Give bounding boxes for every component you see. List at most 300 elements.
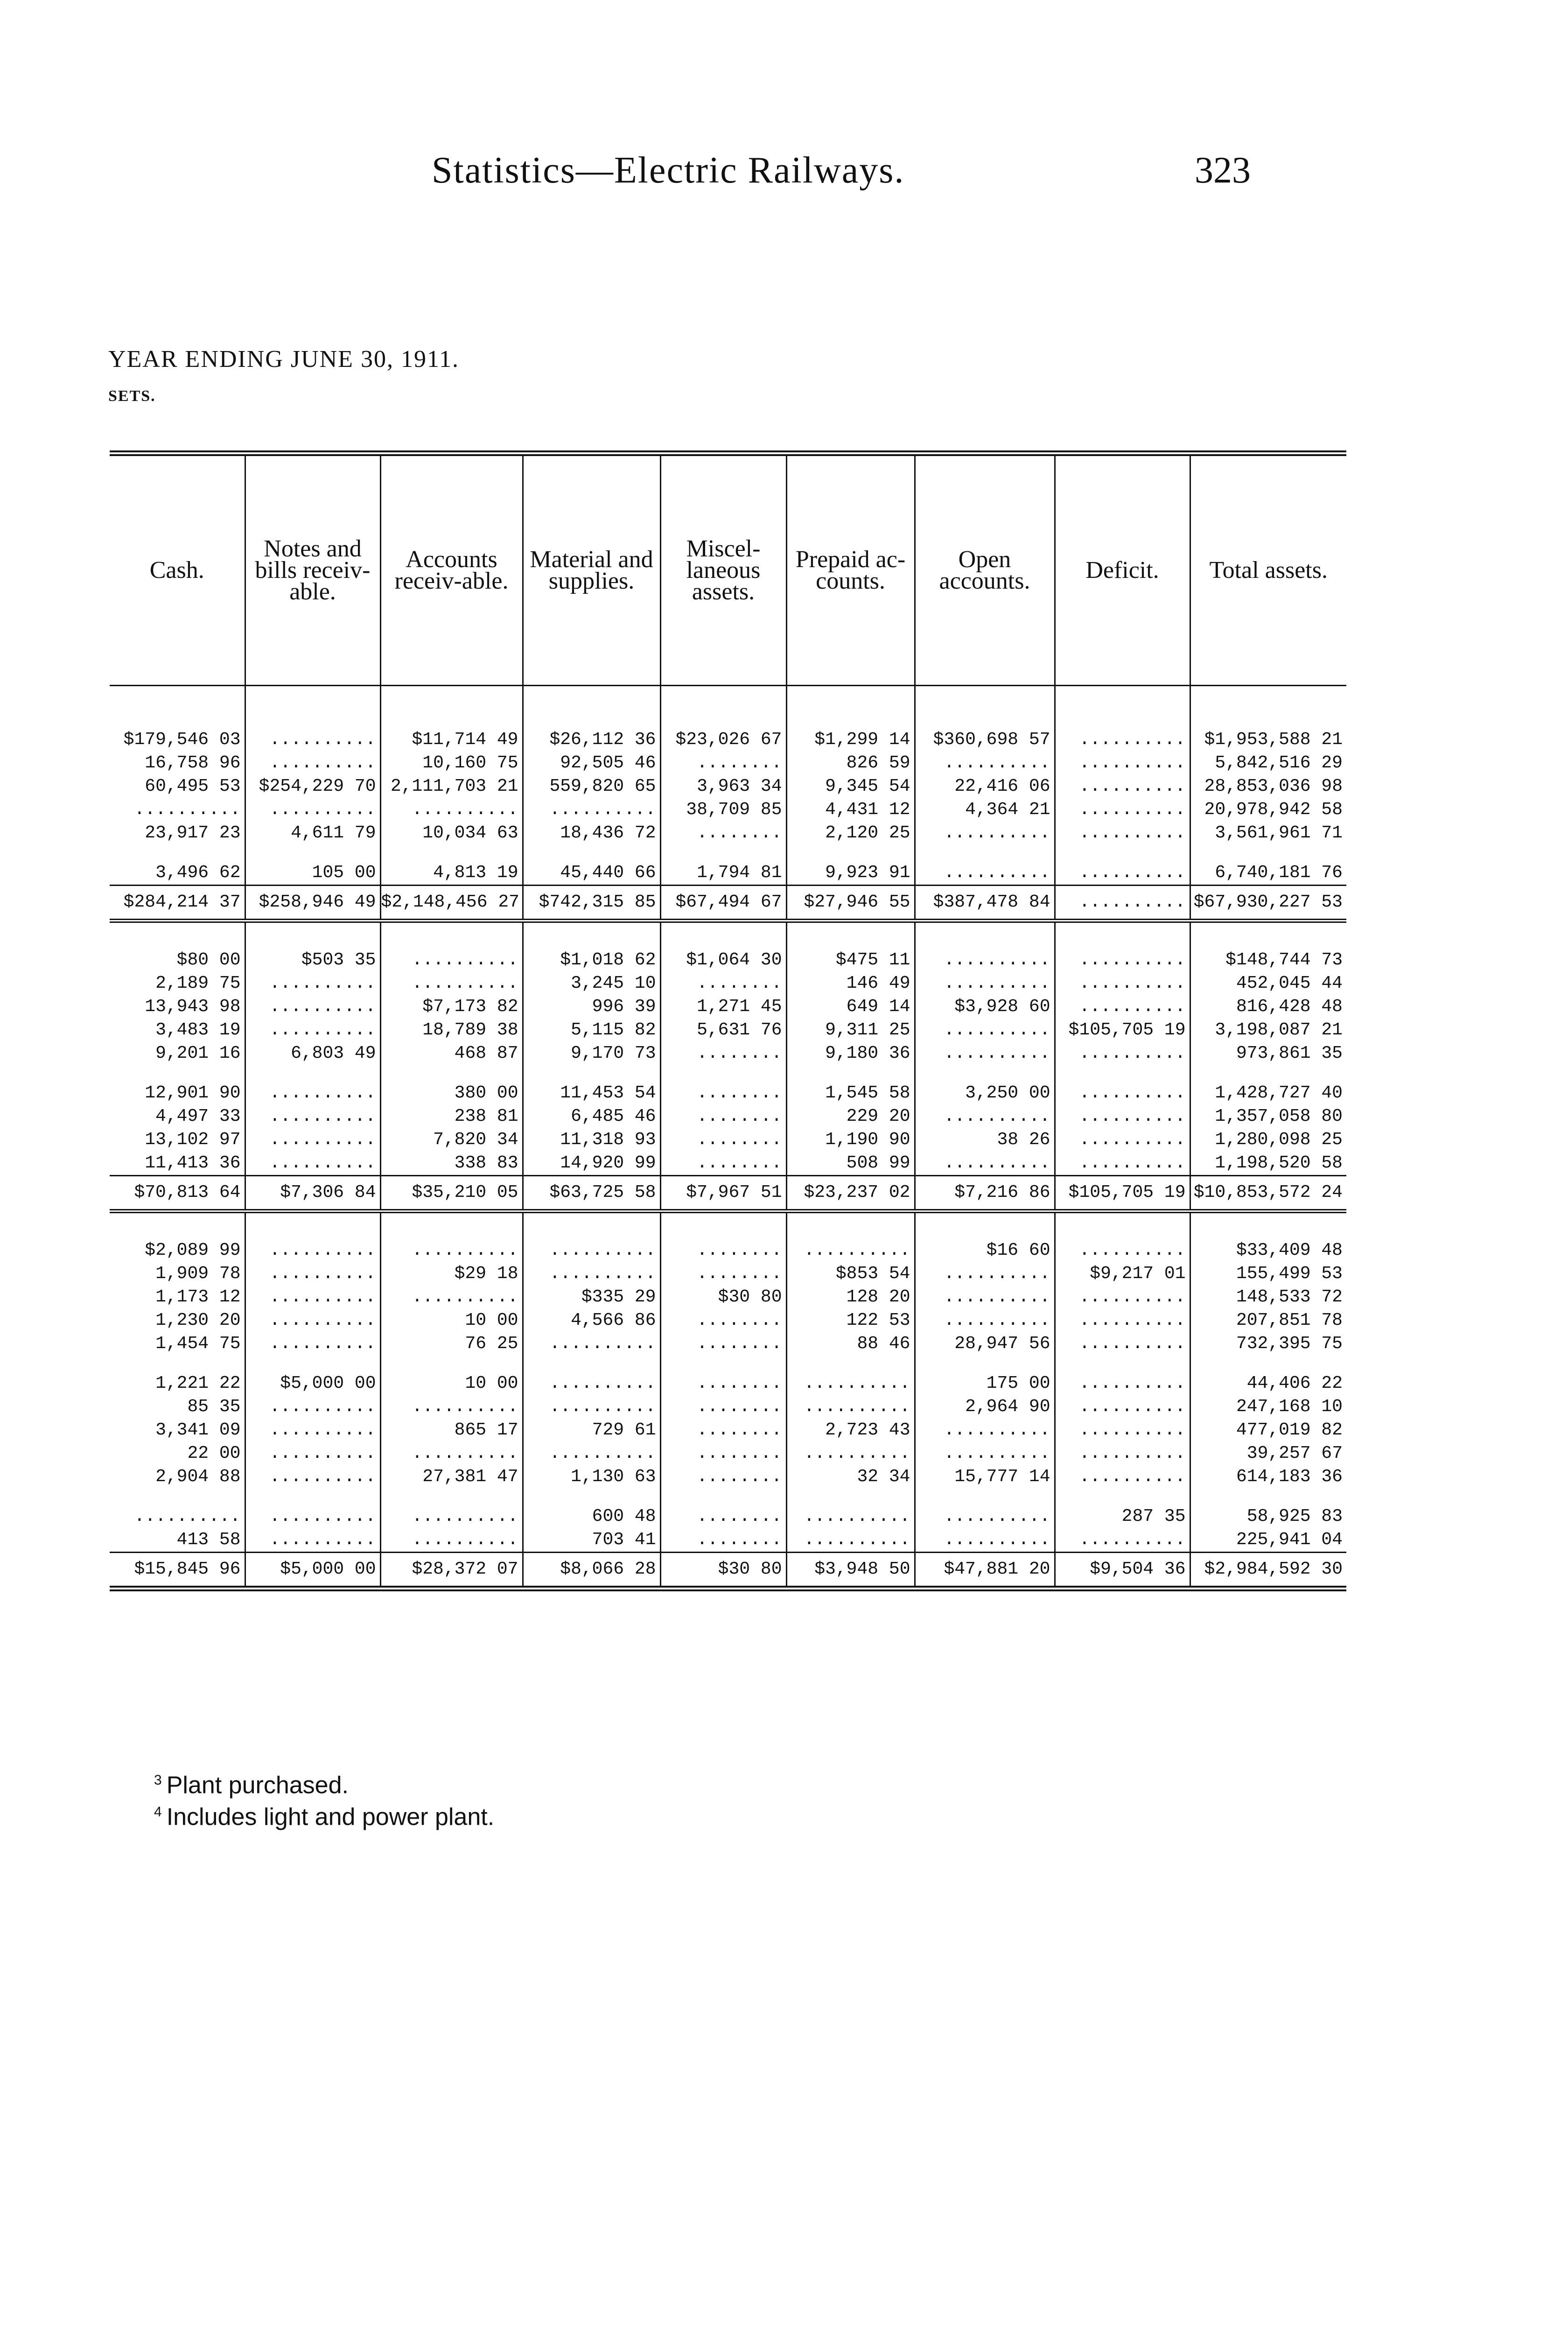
table-cell: ........ [660, 1042, 786, 1065]
column-header: Accounts receiv-able. [380, 453, 523, 686]
table-cell: 14,920 99 [523, 1152, 660, 1176]
table-cell: .......... [915, 1489, 1055, 1528]
table-cell: .......... [1055, 686, 1190, 752]
table-cell: 3,483 19 [110, 1019, 245, 1042]
table-cell: 600 48 [523, 1489, 660, 1528]
table-cell: 10 00 [380, 1309, 523, 1332]
table-cell: $33,409 48 [1236, 1240, 1343, 1260]
table-cell: 238 81 [380, 1105, 523, 1128]
table-row [110, 845, 1346, 886]
table-cell: .......... [523, 1262, 660, 1286]
table-cell: 559,820 65 [523, 775, 660, 798]
table-cell: .......... [523, 798, 660, 822]
column-header: Miscel-laneous assets. [660, 453, 786, 686]
table-cell: 3,963 34 [660, 775, 786, 798]
table-cell: 27,381 47 [380, 1465, 523, 1489]
table-cell: 732,395 75 [1236, 1334, 1343, 1354]
table-row [110, 1528, 1346, 1553]
table-row [110, 1211, 1346, 1263]
table-cell: .......... [245, 752, 380, 775]
table-cell: .......... [245, 798, 380, 822]
table-cell: .......... [245, 1105, 380, 1128]
table-cell: 148,533 72 [1236, 1287, 1343, 1307]
table-row [110, 822, 1346, 845]
table-cell: 4,813 19 [380, 845, 523, 886]
table-cell: .......... [1055, 921, 1190, 972]
table-cell: $27,946 55 [786, 886, 915, 921]
table-cell: 44,406 22 [1246, 1373, 1343, 1393]
table-cell: .......... [1055, 1042, 1190, 1065]
table-cell: $9,504 36 [1055, 1553, 1190, 1589]
table-cell: 1,271 45 [660, 995, 786, 1019]
table-cell: .......... [380, 1489, 523, 1528]
table-row [110, 1065, 1346, 1105]
table-cell: 287 35 [1055, 1489, 1190, 1528]
assets-table [110, 450, 1346, 1591]
table-cell: .......... [915, 921, 1055, 972]
table-row [110, 1442, 1346, 1465]
table-cell: $9,217 01 [1055, 1262, 1190, 1286]
table-cell: 28,853,036 98 [1204, 776, 1343, 796]
table-row [110, 1105, 1346, 1128]
table-cell: .......... [1055, 1332, 1190, 1356]
footnotes [154, 1767, 494, 1831]
table-cell: 2,189 75 [110, 972, 245, 995]
table-cell: 85 35 [110, 1395, 245, 1419]
table-cell: 649 14 [786, 995, 915, 1019]
table-cell: $7,216 86 [915, 1176, 1055, 1211]
total-row [110, 1176, 1346, 1211]
table-cell: $10,853,572 24 [1190, 1176, 1346, 1211]
table-cell: ........ [660, 1262, 786, 1286]
table-cell: $1,299 14 [786, 686, 915, 752]
table-cell: .......... [380, 1211, 523, 1263]
table-cell: 9,923 91 [786, 845, 915, 886]
table-cell: 128 20 [786, 1286, 915, 1309]
table-cell: $5,000 00 [245, 1553, 380, 1589]
table-cell: 76 25 [380, 1332, 523, 1356]
table-cell: 11,413 36 [110, 1152, 245, 1176]
table-row [110, 1465, 1346, 1489]
table-cell: $5,000 00 [245, 1356, 380, 1395]
table-cell: $15,845 96 [110, 1553, 245, 1589]
table-cell: $360,698 57 [915, 686, 1055, 752]
table-cell: 413 58 [110, 1528, 245, 1553]
table-cell: 9,345 54 [786, 775, 915, 798]
table-cell: 5,842,516 29 [1215, 753, 1343, 773]
table-cell: 38,709 85 [660, 798, 786, 822]
table-cell: $70,813 64 [110, 1176, 245, 1211]
table-cell: ........ [660, 1152, 786, 1176]
table-cell: .......... [786, 1442, 915, 1465]
section-label: SETS. [108, 387, 156, 405]
table-cell: ........ [660, 822, 786, 845]
table-cell: $47,881 20 [915, 1553, 1055, 1589]
total-row [110, 886, 1346, 921]
table-cell: .......... [915, 1152, 1055, 1176]
table-cell: 1,173 12 [110, 1286, 245, 1309]
table-cell: 9,180 36 [786, 1042, 915, 1065]
column-header: Deficit. [1055, 453, 1190, 686]
table-cell: 4,497 33 [110, 1105, 245, 1128]
table-cell: .......... [1055, 845, 1190, 886]
table-row [110, 921, 1346, 972]
table-cell: .......... [1055, 1065, 1190, 1105]
table-cell: .......... [380, 1528, 523, 1553]
table-cell: $7,967 51 [660, 1176, 786, 1211]
table-cell: $7,306 84 [245, 1176, 380, 1211]
table-cell: 4,364 21 [915, 798, 1055, 822]
table-cell: .......... [245, 1211, 380, 1263]
table-cell: .......... [1055, 886, 1190, 921]
table-cell: 2,111,703 21 [380, 775, 523, 798]
table-cell: .......... [380, 1395, 523, 1419]
table-cell: .......... [915, 1019, 1055, 1042]
page-header [0, 140, 1568, 205]
table-cell: $2,089 99 [110, 1211, 245, 1263]
table-cell: 1,230 20 [110, 1309, 245, 1332]
table-cell: .......... [1055, 1211, 1190, 1263]
table-cell: .......... [523, 1442, 660, 1465]
table-cell: .......... [245, 1019, 380, 1042]
table-cell: .......... [1055, 995, 1190, 1019]
table-cell: 6,485 46 [523, 1105, 660, 1128]
table-cell: .......... [245, 1419, 380, 1442]
table-cell: 1,454 75 [110, 1332, 245, 1356]
table-cell: 247,168 10 [1236, 1397, 1343, 1417]
table-cell: 2,723 43 [786, 1419, 915, 1442]
table-cell: ........ [660, 1419, 786, 1442]
table-cell: 16,758 96 [110, 752, 245, 775]
footnote-mark: 4 [154, 1804, 162, 1820]
table-cell: $67,930,227 53 [1190, 886, 1346, 921]
table-cell: .......... [245, 1332, 380, 1356]
table-cell: .......... [523, 1356, 660, 1395]
table-cell: .......... [110, 798, 245, 822]
table-cell: .......... [523, 1395, 660, 1419]
table-cell: $258,946 49 [245, 886, 380, 921]
table-cell: ........ [660, 1309, 786, 1332]
table-cell: $23,237 02 [786, 1176, 915, 1211]
table-cell: .......... [1055, 775, 1190, 798]
table-cell: $30 80 [660, 1553, 786, 1589]
table-cell: 816,428 48 [1236, 997, 1343, 1017]
footnote-text: Includes light and power plant. [166, 1803, 495, 1831]
table-cell: .......... [245, 686, 380, 752]
table-cell: 9,170 73 [523, 1042, 660, 1065]
table-cell: .......... [915, 1309, 1055, 1332]
table-cell: 1,909 78 [110, 1262, 245, 1286]
table-cell: $1,953,588 21 [1204, 730, 1343, 750]
table-cell: ........ [660, 972, 786, 995]
table-cell: $26,112 36 [523, 686, 660, 752]
table-cell: 45,440 66 [523, 845, 660, 886]
total-row [110, 1553, 1346, 1589]
table-cell: 32 34 [786, 1465, 915, 1489]
table-row [110, 1152, 1346, 1176]
table-cell: 1,198,520 58 [1215, 1153, 1343, 1173]
table-row [110, 1489, 1346, 1528]
table-cell: 175 00 [915, 1356, 1055, 1395]
table-cell: 1,221 22 [110, 1356, 245, 1395]
footnote-mark: 3 [154, 1772, 162, 1788]
page-number: 323 [1195, 150, 1251, 191]
table-cell: .......... [245, 1152, 380, 1176]
table-cell: 10,034 63 [380, 822, 523, 845]
table-cell: .......... [786, 1356, 915, 1395]
table-row [110, 686, 1346, 752]
table-cell: .......... [1055, 1128, 1190, 1152]
table-cell: 3,496 62 [110, 845, 245, 886]
table-row [110, 1262, 1346, 1286]
table-cell: $335 29 [523, 1286, 660, 1309]
table-cell: .......... [245, 995, 380, 1019]
table-cell: .......... [245, 1286, 380, 1309]
table-cell: 23,917 23 [110, 822, 245, 845]
table-row [110, 752, 1346, 775]
table-cell: $284,214 37 [110, 886, 245, 921]
table-cell: ........ [660, 1465, 786, 1489]
table-cell: .......... [523, 1211, 660, 1263]
table-cell: $16 60 [915, 1211, 1055, 1263]
table-cell: $853 54 [786, 1262, 915, 1286]
table-cell: 22,416 06 [915, 775, 1055, 798]
table-cell: 2,904 88 [110, 1465, 245, 1489]
table-cell: .......... [380, 921, 523, 972]
column-header: Notes and bills receiv-able. [245, 453, 380, 686]
table-cell: .......... [245, 1128, 380, 1152]
table-row [110, 972, 1346, 995]
table-cell: 3,250 00 [915, 1065, 1055, 1105]
table-cell: 3,341 09 [110, 1419, 245, 1442]
table-cell: .......... [245, 972, 380, 995]
table-cell: 7,820 34 [380, 1128, 523, 1152]
table-cell: .......... [1055, 1465, 1190, 1489]
year-heading: YEAR ENDING JUNE 30, 1911. [108, 346, 460, 373]
table-cell: .......... [915, 1419, 1055, 1442]
table-cell: $7,173 82 [380, 995, 523, 1019]
table-cell: 18,436 72 [523, 822, 660, 845]
table-cell: ........ [660, 1128, 786, 1152]
table-cell: .......... [245, 1465, 380, 1489]
table-cell: ........ [660, 1332, 786, 1356]
table-cell: .......... [1055, 1152, 1190, 1176]
table-cell: $1,018 62 [523, 921, 660, 972]
table-cell: $2,984,592 30 [1190, 1553, 1346, 1589]
table-cell: 9,311 25 [786, 1019, 915, 1042]
table-cell: $29 18 [380, 1262, 523, 1286]
table-cell: .......... [786, 1528, 915, 1553]
table-cell: .......... [915, 1042, 1055, 1065]
table-cell: 1,190 90 [786, 1128, 915, 1152]
table-cell: 38 26 [915, 1128, 1055, 1152]
table-cell: 1,357,058 80 [1215, 1106, 1343, 1126]
table-cell: ........ [660, 1489, 786, 1528]
table-cell: 865 17 [380, 1419, 523, 1442]
table-cell: .......... [523, 1332, 660, 1356]
table-cell: 4,566 86 [523, 1309, 660, 1332]
table-cell: 5,631 76 [660, 1019, 786, 1042]
table-cell: $105,705 19 [1055, 1019, 1190, 1042]
table-cell: 338 83 [380, 1152, 523, 1176]
table-row [110, 1042, 1346, 1065]
table-cell: .......... [1055, 1419, 1190, 1442]
column-header: Open accounts. [915, 453, 1055, 686]
table-cell: $67,494 67 [660, 886, 786, 921]
table-cell: $742,315 85 [523, 886, 660, 921]
table-cell: $475 11 [786, 921, 915, 972]
table-cell: $80 00 [110, 921, 245, 972]
table-cell: .......... [245, 1442, 380, 1465]
table-cell: ........ [660, 1395, 786, 1419]
table-cell: .......... [1055, 1528, 1190, 1553]
table-cell: $2,148,456 27 [380, 886, 523, 921]
table-cell: $503 35 [245, 921, 380, 972]
running-title: Statistics—Electric Railways. [432, 150, 905, 191]
table-cell: .......... [915, 822, 1055, 845]
table-cell: .......... [915, 752, 1055, 775]
table-cell: 11,453 54 [523, 1065, 660, 1105]
table-cell: 9,201 16 [110, 1042, 245, 1065]
table-cell: 28,947 56 [915, 1332, 1055, 1356]
table-cell: 229 20 [786, 1105, 915, 1128]
table-body [110, 686, 1346, 1589]
table-cell: $3,928 60 [915, 995, 1055, 1019]
table-cell: 12,901 90 [110, 1065, 245, 1105]
table-cell: .......... [1055, 1395, 1190, 1419]
table-row [110, 775, 1346, 798]
footnote [154, 1767, 494, 1799]
table-cell: 18,789 38 [380, 1019, 523, 1042]
table-cell: 58,925 83 [1246, 1506, 1343, 1526]
table-row [110, 1419, 1346, 1442]
column-header: Cash. [110, 453, 245, 686]
table-cell: 2,120 25 [786, 822, 915, 845]
table-cell: 1,545 58 [786, 1065, 915, 1105]
table-cell: .......... [915, 1105, 1055, 1128]
table-cell: 122 53 [786, 1309, 915, 1332]
table-cell: .......... [1055, 1442, 1190, 1465]
table-cell: 22 00 [110, 1442, 245, 1465]
table-cell: .......... [245, 1065, 380, 1105]
table-cell: .......... [786, 1211, 915, 1263]
table-cell: $11,714 49 [380, 686, 523, 752]
table-cell: ........ [660, 1211, 786, 1263]
table-cell: 10,160 75 [380, 752, 523, 775]
table-cell: 614,183 36 [1236, 1467, 1343, 1487]
table-cell: 105 00 [245, 845, 380, 886]
table-cell: .......... [915, 845, 1055, 886]
table-cell: 92,505 46 [523, 752, 660, 775]
table-cell: 1,428,727 40 [1215, 1083, 1343, 1103]
table-cell: .......... [1055, 1286, 1190, 1309]
table-cell: 973,861 35 [1236, 1043, 1343, 1063]
table-row [110, 1309, 1346, 1332]
column-header: Total assets. [1190, 453, 1346, 686]
table-cell: 1,130 63 [523, 1465, 660, 1489]
table-cell: 10 00 [380, 1356, 523, 1395]
table-cell: .......... [380, 1442, 523, 1465]
table-cell: .......... [915, 1442, 1055, 1465]
table-cell: .......... [915, 1286, 1055, 1309]
table-cell: .......... [1055, 798, 1190, 822]
table-cell: .......... [245, 1262, 380, 1286]
table-cell: 6,803 49 [245, 1042, 380, 1065]
table-cell: 39,257 67 [1246, 1443, 1343, 1463]
table-cell: .......... [915, 972, 1055, 995]
table-cell: 88 46 [786, 1332, 915, 1356]
table-cell: 703 41 [523, 1528, 660, 1553]
table-cell: .......... [380, 972, 523, 995]
table-cell: 146 49 [786, 972, 915, 995]
table-cell: $30 80 [660, 1286, 786, 1309]
table-cell: ........ [660, 1105, 786, 1128]
table-cell: 4,431 12 [786, 798, 915, 822]
table-cell: 5,115 82 [523, 1019, 660, 1042]
table-cell: .......... [1055, 1105, 1190, 1128]
table-cell: .......... [786, 1489, 915, 1528]
table-cell: 60,495 53 [110, 775, 245, 798]
table-cell: 1,794 81 [660, 845, 786, 886]
table-cell: 13,943 98 [110, 995, 245, 1019]
table-cell: 508 99 [786, 1152, 915, 1176]
table-cell: 477,019 82 [1236, 1420, 1343, 1440]
table-cell: 11,318 93 [523, 1128, 660, 1152]
table-header-row [110, 453, 1346, 686]
table-cell: ........ [660, 752, 786, 775]
table-cell: $23,026 67 [660, 686, 786, 752]
table-row [110, 1356, 1346, 1395]
table-row [110, 798, 1346, 822]
table-row [110, 1286, 1346, 1309]
table-cell: 3,198,087 21 [1215, 1020, 1343, 1040]
table-cell: .......... [786, 1395, 915, 1419]
table-cell: 3,561,961 71 [1215, 823, 1343, 843]
table-cell: 729 61 [523, 1419, 660, 1442]
table-cell: 380 00 [380, 1065, 523, 1105]
table-row [110, 995, 1346, 1019]
table-cell: 996 39 [523, 995, 660, 1019]
table-cell: $1,064 30 [660, 921, 786, 972]
table-cell: 6,740,181 76 [1215, 863, 1343, 883]
table-cell: .......... [1055, 822, 1190, 845]
table-row [110, 1332, 1346, 1356]
table-cell: .......... [245, 1395, 380, 1419]
table-cell: 452,045 44 [1236, 973, 1343, 993]
table-cell: 2,964 90 [915, 1395, 1055, 1419]
table-cell: 826 59 [786, 752, 915, 775]
table-cell: $148,744 73 [1225, 950, 1343, 970]
table-cell: .......... [915, 1262, 1055, 1286]
table-cell: .......... [915, 1528, 1055, 1553]
table-cell: .......... [380, 798, 523, 822]
table-cell: .......... [380, 1286, 523, 1309]
footnote-text: Plant purchased. [166, 1772, 349, 1799]
column-header: Material and supplies. [523, 453, 660, 686]
table-cell: 207,851 78 [1236, 1310, 1343, 1330]
table-cell: $179,546 03 [110, 686, 245, 752]
table-cell: 3,245 10 [523, 972, 660, 995]
table-cell: $28,372 07 [380, 1553, 523, 1589]
table-cell: .......... [1055, 752, 1190, 775]
table-row [110, 1395, 1346, 1419]
table-cell: $35,210 05 [380, 1176, 523, 1211]
table-cell: .......... [1055, 1356, 1190, 1395]
table-cell: 15,777 14 [915, 1465, 1055, 1489]
table-cell: 4,611 79 [245, 822, 380, 845]
table-row [110, 1128, 1346, 1152]
table-cell: $3,948 50 [786, 1553, 915, 1589]
